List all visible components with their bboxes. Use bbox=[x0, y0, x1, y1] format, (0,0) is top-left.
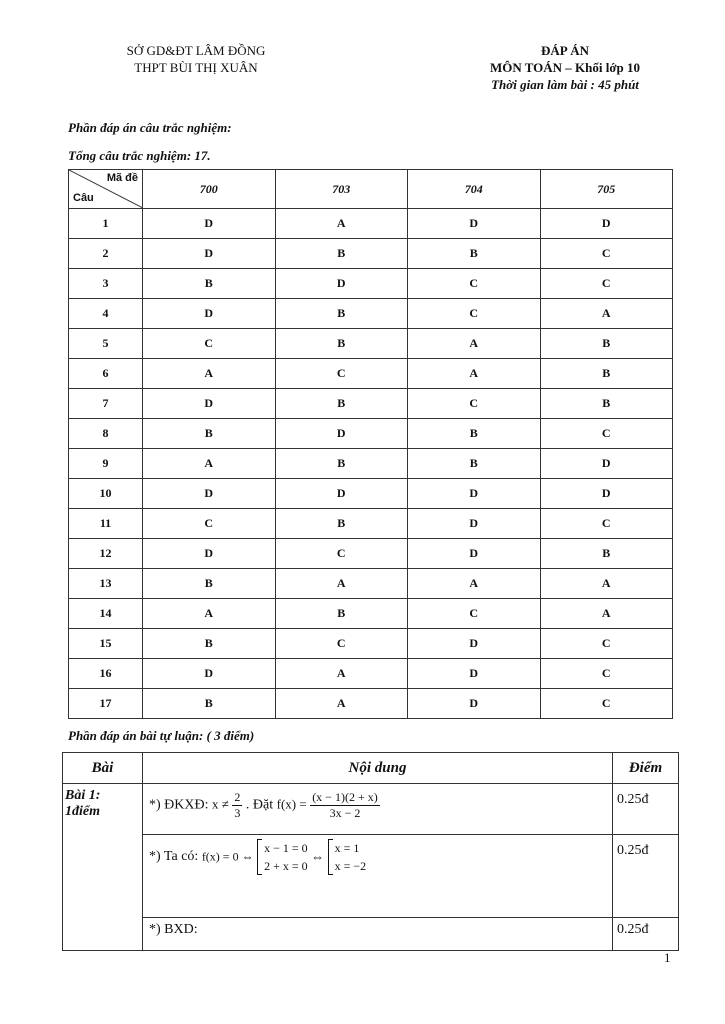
answer-cell: B bbox=[143, 419, 276, 449]
answer-cell: D bbox=[143, 479, 276, 509]
subject-grade: MÔN TOÁN – Khối lớp 10 bbox=[489, 60, 641, 75]
answer-cell: B bbox=[275, 599, 408, 629]
answer-cell: B bbox=[540, 359, 673, 389]
question-number: 12 bbox=[69, 539, 143, 569]
header-content: Nội dung bbox=[143, 753, 613, 784]
mcq-row bbox=[69, 269, 673, 299]
frac-numerator: 2 bbox=[234, 790, 241, 804]
question-number: 4 bbox=[69, 299, 143, 329]
answer-cell: B bbox=[275, 449, 408, 479]
answer-cell: A bbox=[275, 659, 408, 689]
answer-cell: D bbox=[408, 479, 541, 509]
answer-cell: D bbox=[143, 299, 276, 329]
mcq-row bbox=[69, 509, 673, 539]
answer-cell: C bbox=[540, 419, 673, 449]
essay-row bbox=[63, 784, 679, 835]
header-left bbox=[96, 42, 296, 76]
question-number: 15 bbox=[69, 629, 143, 659]
code-header: 703 bbox=[275, 170, 408, 209]
department-name: SỞ GD&ĐT LÂM ĐỒNG bbox=[126, 43, 266, 58]
question-number: 17 bbox=[69, 689, 143, 719]
answer-cell: C bbox=[275, 359, 408, 389]
answer-cell: D bbox=[408, 209, 541, 239]
answer-cell: D bbox=[408, 629, 541, 659]
question-number: 13 bbox=[69, 569, 143, 599]
question-number: 3 bbox=[69, 269, 143, 299]
answer-cell: A bbox=[275, 569, 408, 599]
bai-points: 1điểm bbox=[65, 804, 100, 819]
answer-cell: A bbox=[143, 359, 276, 389]
exam-duration: Thời gian làm bài : 45 phút bbox=[491, 77, 639, 92]
answer-cell: A bbox=[408, 359, 541, 389]
answer-cell: D bbox=[143, 209, 276, 239]
answer-cell: A bbox=[540, 569, 673, 599]
question-number: 9 bbox=[69, 449, 143, 479]
answer-cell: A bbox=[143, 449, 276, 479]
answer-cell: D bbox=[408, 689, 541, 719]
f-fraction bbox=[310, 790, 380, 821]
answer-cell: C bbox=[275, 629, 408, 659]
answer-cell: B bbox=[275, 239, 408, 269]
answer-cell: B bbox=[540, 539, 673, 569]
answer-cell: B bbox=[408, 419, 541, 449]
answer-cell: D bbox=[540, 209, 673, 239]
question-number: 10 bbox=[69, 479, 143, 509]
answer-cell: B bbox=[540, 329, 673, 359]
answer-cell: B bbox=[143, 569, 276, 599]
answer-cell: A bbox=[540, 599, 673, 629]
condition-lhs: x ≠ bbox=[212, 796, 229, 812]
essay-answer-table bbox=[62, 752, 679, 951]
row2-arrow: ⇔ bbox=[311, 849, 325, 864]
answer-cell: B bbox=[408, 239, 541, 269]
answer-cell: B bbox=[275, 299, 408, 329]
row2-eq: f(x) = 0 ⇔ bbox=[201, 849, 254, 864]
answer-cell: D bbox=[540, 479, 673, 509]
question-number: 1 bbox=[69, 209, 143, 239]
mcq-row bbox=[69, 689, 673, 719]
essay-row bbox=[63, 835, 679, 918]
answer-cell: D bbox=[275, 479, 408, 509]
header-bai: Bài bbox=[63, 753, 143, 784]
mcq-row bbox=[69, 659, 673, 689]
essay-section-title: Phần đáp án bài tự luận: ( 3 điểm) bbox=[68, 728, 255, 743]
answer-cell: C bbox=[408, 269, 541, 299]
mcq-row bbox=[69, 389, 673, 419]
row2-prefix: *) Ta có: bbox=[149, 849, 199, 864]
system-line: 2 + x = 0 bbox=[264, 859, 308, 873]
answer-cell: C bbox=[408, 299, 541, 329]
row2-content bbox=[143, 835, 613, 918]
answer-cell: D bbox=[408, 509, 541, 539]
mcq-total: Tổng câu trắc nghiệm: 17. bbox=[68, 148, 211, 163]
answer-cell: D bbox=[408, 659, 541, 689]
mcq-row bbox=[69, 599, 673, 629]
answer-cell: D bbox=[408, 539, 541, 569]
bai-cell bbox=[63, 784, 143, 951]
question-number: 14 bbox=[69, 599, 143, 629]
code-header: 700 bbox=[143, 170, 276, 209]
page-number: 1 bbox=[664, 950, 671, 965]
question-number: 6 bbox=[69, 359, 143, 389]
frac-denominator: 3 bbox=[234, 806, 241, 820]
mcq-row bbox=[69, 569, 673, 599]
mcq-header-row bbox=[69, 170, 673, 209]
answer-cell: A bbox=[275, 209, 408, 239]
system-line: x = −2 bbox=[334, 859, 367, 873]
mcq-row bbox=[69, 479, 673, 509]
code-header: 705 bbox=[540, 170, 673, 209]
mcq-section-title: Phần đáp án câu trắc nghiệm: bbox=[68, 120, 232, 135]
answer-cell: B bbox=[143, 629, 276, 659]
question-number: 5 bbox=[69, 329, 143, 359]
row3-content: *) BXD: bbox=[143, 918, 613, 951]
condition-fraction bbox=[232, 790, 242, 821]
mcq-row bbox=[69, 209, 673, 239]
answer-cell: C bbox=[540, 509, 673, 539]
row1-score: 0.25đ bbox=[613, 784, 679, 835]
system-line: x − 1 = 0 bbox=[264, 841, 308, 855]
question-number: 7 bbox=[69, 389, 143, 419]
answer-cell: D bbox=[275, 419, 408, 449]
answer-cell: A bbox=[143, 599, 276, 629]
code-header: 704 bbox=[408, 170, 541, 209]
corner-label-question: Câu bbox=[73, 192, 94, 204]
question-number: 16 bbox=[69, 659, 143, 689]
answer-cell: B bbox=[408, 449, 541, 479]
f-lhs: f(x) = bbox=[276, 796, 307, 812]
mcq-row bbox=[69, 449, 673, 479]
school-name: THPT BÙI THỊ XUÂN bbox=[134, 60, 258, 75]
answer-cell: B bbox=[275, 329, 408, 359]
answer-cell: C bbox=[143, 509, 276, 539]
row2-score: 0.25đ bbox=[613, 835, 679, 918]
answer-cell: C bbox=[540, 659, 673, 689]
mcq-row bbox=[69, 539, 673, 569]
answer-cell: D bbox=[143, 389, 276, 419]
answer-cell: B bbox=[143, 269, 276, 299]
frac-denominator: 3x − 2 bbox=[329, 806, 361, 820]
mcq-row bbox=[69, 359, 673, 389]
row1-dat: . Đặt bbox=[245, 797, 274, 813]
mcq-row bbox=[69, 239, 673, 269]
answer-cell: A bbox=[275, 689, 408, 719]
mcq-body bbox=[69, 209, 673, 719]
answer-cell: C bbox=[540, 629, 673, 659]
answer-cell: D bbox=[540, 449, 673, 479]
answer-cell: C bbox=[275, 539, 408, 569]
system-2 bbox=[328, 839, 367, 875]
answer-cell: A bbox=[540, 299, 673, 329]
answer-cell: C bbox=[143, 329, 276, 359]
mcq-row bbox=[69, 419, 673, 449]
question-number: 8 bbox=[69, 419, 143, 449]
corner-label-code: Mã đề bbox=[106, 172, 138, 184]
answer-cell: D bbox=[143, 539, 276, 569]
answer-cell: B bbox=[143, 689, 276, 719]
essay-row bbox=[63, 918, 679, 951]
answer-cell: A bbox=[408, 329, 541, 359]
header-score: Điểm bbox=[613, 753, 679, 784]
row1-prefix: *) ĐKXĐ: bbox=[149, 797, 209, 813]
bai-label: Bài 1: bbox=[65, 788, 101, 803]
answer-cell: C bbox=[540, 269, 673, 299]
answer-cell: C bbox=[540, 239, 673, 269]
corner-cell bbox=[69, 170, 143, 209]
answer-cell: B bbox=[275, 509, 408, 539]
row1-content bbox=[143, 784, 613, 835]
question-number: 2 bbox=[69, 239, 143, 269]
system-1 bbox=[257, 839, 308, 875]
answer-cell: B bbox=[275, 389, 408, 419]
frac-numerator: (x − 1)(2 + x) bbox=[312, 790, 378, 804]
system-line: x = 1 bbox=[334, 841, 360, 855]
answer-cell: C bbox=[408, 599, 541, 629]
question-number: 11 bbox=[69, 509, 143, 539]
mcq-answer-table bbox=[68, 169, 673, 719]
essay-header-row bbox=[63, 753, 679, 784]
answer-cell: D bbox=[143, 239, 276, 269]
mcq-row bbox=[69, 329, 673, 359]
header-right bbox=[440, 42, 690, 93]
answer-cell: D bbox=[275, 269, 408, 299]
doc-title: ĐÁP ÁN bbox=[540, 43, 590, 58]
answer-cell: B bbox=[540, 389, 673, 419]
mcq-row bbox=[69, 629, 673, 659]
answer-cell: D bbox=[143, 659, 276, 689]
answer-cell: A bbox=[408, 569, 541, 599]
mcq-row bbox=[69, 299, 673, 329]
row3-score: 0.25đ bbox=[613, 918, 679, 951]
answer-cell: C bbox=[540, 689, 673, 719]
answer-cell: C bbox=[408, 389, 541, 419]
